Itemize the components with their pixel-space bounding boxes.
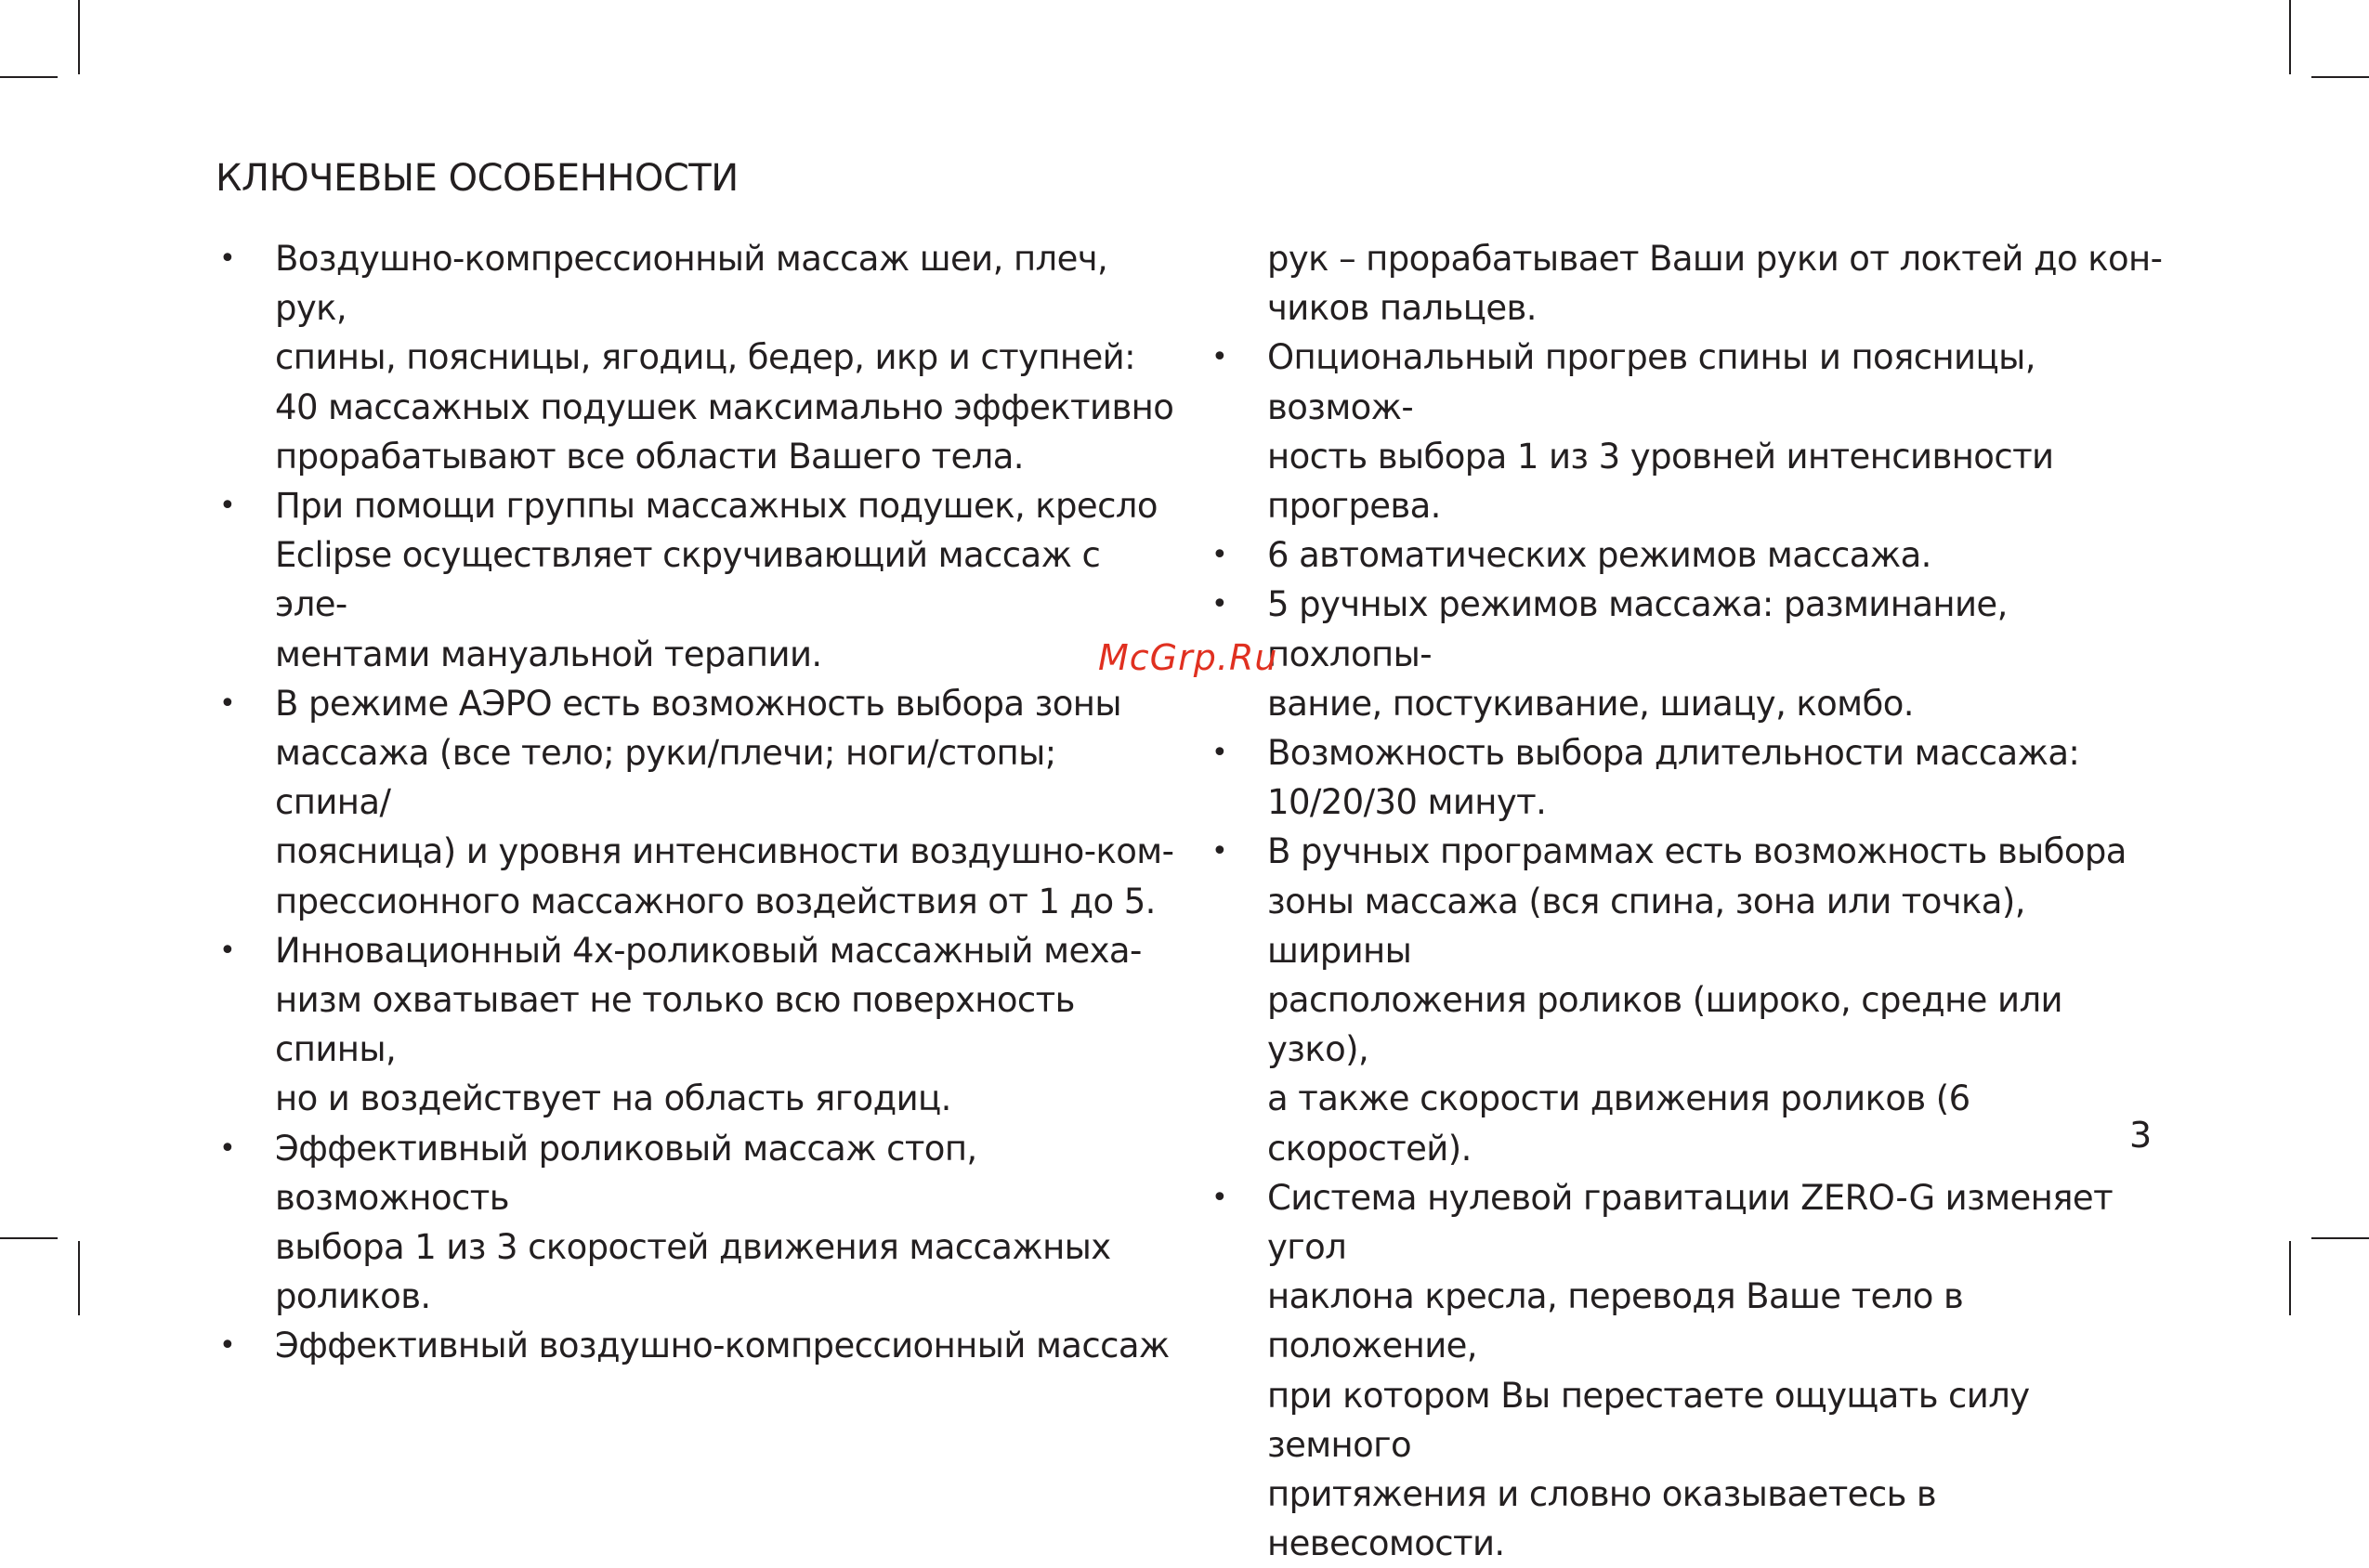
bullet-icon: •	[219, 934, 236, 967]
list-item	[216, 481, 1182, 679]
list-item	[1208, 530, 2174, 580]
list-item	[1208, 827, 2174, 1172]
crop-mark-bottom-right-h	[2311, 1237, 2369, 1239]
bullet-icon: •	[1211, 588, 1228, 621]
crop-mark-bottom-left	[78, 1241, 80, 1315]
list-item-text: Опциональный прогрев спины и поясницы, возмож- ность выбора 1 из 3 уровней интенсивности прогрева.	[1267, 337, 2054, 527]
bullet-icon: •	[1211, 1181, 1228, 1214]
list-item-text: Возможность выбора длительности массажа: 10/20/30 минут.	[1267, 733, 2080, 823]
crop-mark-top-right	[2289, 0, 2291, 74]
list-item	[216, 234, 1182, 481]
list-item-text: Воздушно-компрессионный массаж шеи, плеч, рук, спины, поясницы, ягодиц, бедер, икр и ступней: 40 массажных подушек максимально эффективно прорабатывают все области Вашего тела.	[275, 239, 1174, 477]
bullet-icon: •	[1211, 341, 1228, 374]
list-item-text: 5 ручных режимов массажа: разминание, похлопы- вание, постукивание, шиацу, комбо.	[1267, 584, 2008, 724]
list-item	[1208, 580, 2174, 728]
left-column	[216, 234, 1182, 1371]
list-item	[216, 926, 1182, 1124]
bullet-icon: •	[219, 1131, 236, 1165]
list-item-text: Система нулевой гравитации ZERO-G изменяет угол наклона кресла, переводя Ваше тело в положение, при котором Вы перестаете ощущать силу земного притяжения и словно оказываетесь в невесомости.	[1267, 1177, 2114, 1564]
bullet-icon: •	[219, 242, 236, 275]
bullet-icon: •	[1211, 737, 1228, 770]
crop-mark-bottom-left-h	[0, 1237, 58, 1239]
list-item	[1208, 728, 2174, 827]
crop-mark-top-right-h	[2311, 76, 2369, 78]
crop-mark-top-left	[78, 0, 80, 74]
list-item-text: В режиме АЭРО есть возможность выбора зоны массажа (все тело; руки/плечи; ноги/стопы; спина/ поясница) и уровня интенсивности воздушно-ком- прессионного массажного воздействия от 1 до 5.	[275, 683, 1174, 921]
list-item-text: Эффективный роликовый массаж стоп, возможность выбора 1 из 3 скоростей движения массажных роликов.	[275, 1128, 1111, 1317]
crop-mark-top-left-h	[0, 76, 58, 78]
list-item-text: Инновационный 4х-роликовый массажный меха- низм охватывает не только всю поверхность спины, но и воздействует на область ягодиц.	[275, 930, 1142, 1119]
crop-mark-bottom-right	[2289, 1241, 2291, 1315]
list-item-text: 6 автоматических режимов массажа.	[1267, 535, 1931, 576]
bullet-icon: •	[219, 490, 236, 523]
list-item	[1208, 1173, 2174, 1568]
bullet-icon: •	[1211, 835, 1228, 869]
list-item-text: При помощи группы массажных подушек, кресло Eclipse осуществляет скручивающий массаж с эле- ментами мануальной терапии.	[275, 486, 1158, 674]
list-item	[216, 1321, 1182, 1370]
continued-text: рук – прорабатывает Ваши руки от локтей до кон- чиков пальцев.	[1267, 239, 2163, 329]
page-number: 3	[2129, 1115, 2153, 1156]
left-feature-list	[216, 234, 1182, 1371]
watermark: McGrp.Ru	[1098, 637, 1278, 678]
list-item-text: В ручных программах есть возможность выбора зоны массажа (вся спина, зона или точка), ширины расположения роликов (широко, средне или узко), а также скорости движения роликов (6 скоростей).	[1267, 831, 2127, 1169]
section-heading: КЛЮЧЕВЫЕ ОСОБЕННОСТИ	[216, 157, 739, 200]
list-item-text: Эффективный воздушно-компрессионный массаж	[275, 1326, 1170, 1366]
list-item	[216, 1124, 1182, 1322]
list-item	[1208, 333, 2174, 530]
right-column	[1208, 234, 2174, 1568]
bullet-icon: •	[1211, 539, 1228, 572]
right-feature-list	[1208, 333, 2174, 1568]
bullet-icon: •	[219, 686, 236, 720]
list-item	[216, 679, 1182, 926]
bullet-icon: •	[219, 1329, 236, 1363]
